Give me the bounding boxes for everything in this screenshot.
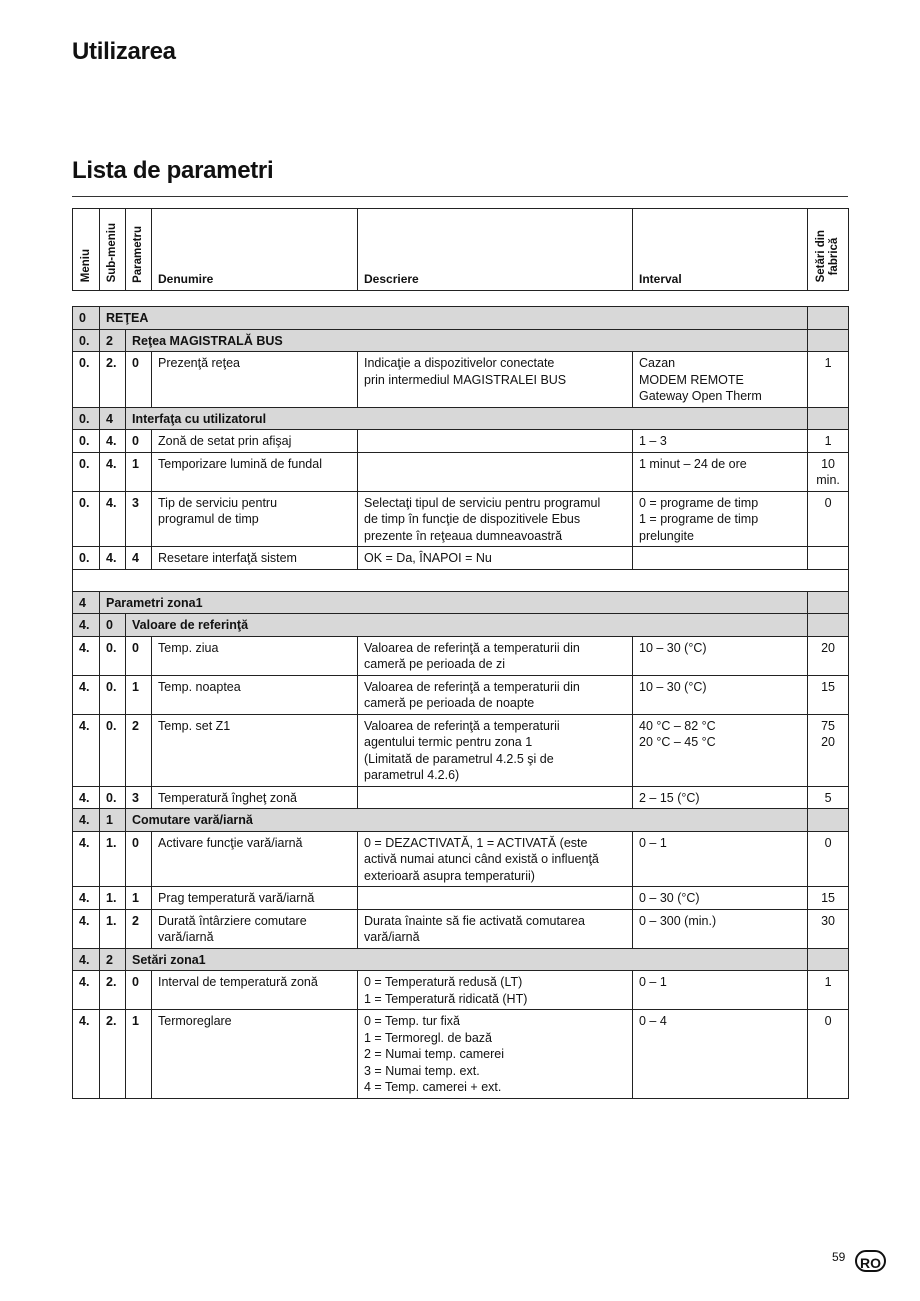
parameter-row: [73, 636, 849, 675]
menu-title: Parametri zona1: [100, 591, 808, 614]
submenu-row: [73, 809, 849, 832]
parameter-name: Temp. set Z1: [152, 714, 358, 786]
menu-number: 0.: [73, 329, 100, 352]
parameter-table: [72, 306, 849, 1099]
parameter-description: 0 = DEZACTIVATĂ, 1 = ACTIVATĂ (este activă numai atunci când există o influenţă exterioară asupra temperaturii): [358, 831, 633, 887]
parameter-row: [73, 452, 849, 491]
header-setari-fabrica: Setări din fabrică: [808, 209, 849, 291]
factory-setting: 15: [808, 675, 849, 714]
parameter-number: 0: [126, 831, 152, 887]
submenu-number: 0.: [100, 675, 126, 714]
submenu-number: 0.: [100, 714, 126, 786]
section-title: Lista de parametri: [72, 157, 274, 184]
menu-number: 0.: [73, 352, 100, 408]
menu-row: [73, 307, 849, 330]
parameter-description: Valoarea de referinţă a temperaturii din cameră pe perioada de zi: [358, 636, 633, 675]
factory-setting: [808, 547, 849, 570]
submenu-row: [73, 407, 849, 430]
parameter-description: Durata înainte să fie activată comutarea vară/iarnă: [358, 909, 633, 948]
menu-number: 4.: [73, 714, 100, 786]
submenu-number: 0: [100, 614, 126, 637]
factory-cell: [808, 407, 849, 430]
header-descriere: Descriere: [358, 209, 633, 291]
parameter-number: 3: [126, 786, 152, 809]
header-denumire: Denumire: [152, 209, 358, 291]
page-title: Utilizarea: [72, 38, 176, 65]
parameter-row: [73, 675, 849, 714]
menu-number: 4.: [73, 971, 100, 1010]
submenu-title: Setări zona1: [126, 948, 808, 971]
parameter-range: 1 minut – 24 de ore: [633, 452, 808, 491]
parameter-name: Durată întârziere comutare vară/iarnă: [152, 909, 358, 948]
submenu-number: 1.: [100, 909, 126, 948]
submenu-row: [73, 948, 849, 971]
menu-number: 4.: [73, 1010, 100, 1099]
submenu-number: 1.: [100, 831, 126, 887]
submenu-number: 2: [100, 329, 126, 352]
menu-number: 4.: [73, 909, 100, 948]
parameter-number: 0: [126, 636, 152, 675]
parameter-description: Indicaţie a dispozitivelor conectate prin intermediul MAGISTRALEI BUS: [358, 352, 633, 408]
parameter-description: 0 = Temperatură redusă (LT) 1 = Temperatură ridicată (HT): [358, 971, 633, 1010]
submenu-number: 2.: [100, 352, 126, 408]
parameter-range: 2 – 15 (°C): [633, 786, 808, 809]
submenu-number: 2: [100, 948, 126, 971]
factory-setting: 0: [808, 491, 849, 547]
factory-setting: 0: [808, 1010, 849, 1099]
parameter-number: 1: [126, 452, 152, 491]
header-parametru: Parametru: [126, 209, 152, 291]
parameter-number: 0: [126, 971, 152, 1010]
factory-setting: 5: [808, 786, 849, 809]
menu-number: 4.: [73, 614, 100, 637]
parameter-range: [633, 547, 808, 570]
parameter-number: 0: [126, 352, 152, 408]
parameter-range: 0 – 1: [633, 971, 808, 1010]
parameter-row: [73, 491, 849, 547]
parameter-row: [73, 971, 849, 1010]
parameter-number: 3: [126, 491, 152, 547]
header-table: [72, 208, 849, 291]
factory-setting: 20: [808, 636, 849, 675]
parameter-range: 40 °C – 82 °C 20 °C – 45 °C: [633, 714, 808, 786]
parameter-description: OK = Da, ÎNAPOI = Nu: [358, 547, 633, 570]
parameter-description: Selectaţi tipul de serviciu pentru programul de timp în funcţie de dispozitivele Ebus prezente în reţeaua dumneavoastră: [358, 491, 633, 547]
parameter-range: 0 – 1: [633, 831, 808, 887]
submenu-number: 4.: [100, 547, 126, 570]
submenu-title: Comutare vară/iarnă: [126, 809, 808, 832]
factory-setting: 1: [808, 352, 849, 408]
menu-number: 4.: [73, 887, 100, 910]
submenu-title: Valoare de referinţă: [126, 614, 808, 637]
parameter-number: 4: [126, 547, 152, 570]
parameter-range: 0 – 4: [633, 1010, 808, 1099]
title-divider: [72, 196, 848, 197]
parameter-name: Interval de temperatură zonă: [152, 971, 358, 1010]
parameter-description: [358, 452, 633, 491]
menu-row: [73, 591, 849, 614]
submenu-number: 4: [100, 407, 126, 430]
parameter-range: Cazan MODEM REMOTE Gateway Open Therm: [633, 352, 808, 408]
parameter-row: [73, 714, 849, 786]
parameter-name: Activare funcţie vară/iarnă: [152, 831, 358, 887]
parameter-description: [358, 786, 633, 809]
parameter-name: Resetare interfaţă sistem: [152, 547, 358, 570]
parameter-row: [73, 786, 849, 809]
parameter-name: Temp. ziua: [152, 636, 358, 675]
parameter-name: Tip de serviciu pentru programul de timp: [152, 491, 358, 547]
submenu-title: Interfaţa cu utilizatorul: [126, 407, 808, 430]
submenu-row: [73, 329, 849, 352]
country-badge: RO: [855, 1250, 886, 1272]
submenu-number: 0.: [100, 636, 126, 675]
menu-number: 0.: [73, 491, 100, 547]
factory-cell: [808, 809, 849, 832]
parameter-name: Prezenţă reţea: [152, 352, 358, 408]
factory-setting: 30: [808, 909, 849, 948]
spacer-cell: [73, 569, 849, 591]
submenu-number: 4.: [100, 491, 126, 547]
factory-cell: [808, 591, 849, 614]
parameter-number: 0: [126, 430, 152, 453]
submenu-number: 0.: [100, 786, 126, 809]
parameter-number: 2: [126, 909, 152, 948]
parameter-row: [73, 909, 849, 948]
factory-cell: [808, 948, 849, 971]
parameter-description: Valoarea de referinţă a temperaturii agentului termic pentru zona 1 (Limitată de parametrul 4.2.5 şi de parametrul 4.2.6): [358, 714, 633, 786]
parameter-name: Zonă de setat prin afişaj: [152, 430, 358, 453]
menu-number: 0.: [73, 452, 100, 491]
menu-number: 4.: [73, 636, 100, 675]
parameter-range: 1 – 3: [633, 430, 808, 453]
submenu-row: [73, 614, 849, 637]
parameter-number: 1: [126, 675, 152, 714]
menu-number: 4.: [73, 809, 100, 832]
factory-cell: [808, 329, 849, 352]
menu-number: 4.: [73, 831, 100, 887]
parameter-name: Temporizare lumină de fundal: [152, 452, 358, 491]
spacer-row: [73, 569, 849, 591]
header-submeniu: Sub-meniu: [100, 209, 126, 291]
menu-number: 0: [73, 307, 100, 330]
parameter-number: 1: [126, 1010, 152, 1099]
parameter-range: 10 – 30 (°C): [633, 636, 808, 675]
factory-setting: 10 min.: [808, 452, 849, 491]
page-number: 59: [832, 1250, 846, 1264]
parameter-description: 0 = Temp. tur fixă 1 = Termoregl. de bază 2 = Numai temp. camerei 3 = Numai temp. ext. 4 = Temp. camerei + ext.: [358, 1010, 633, 1099]
menu-number: 0.: [73, 547, 100, 570]
menu-number: 4: [73, 591, 100, 614]
parameter-name: Prag temperatură vară/iarnă: [152, 887, 358, 910]
parameter-range: 0 – 300 (min.): [633, 909, 808, 948]
submenu-number: 4.: [100, 430, 126, 453]
parameter-range: 10 – 30 (°C): [633, 675, 808, 714]
factory-setting: 15: [808, 887, 849, 910]
parameter-name: Temperatură îngheţ zonă: [152, 786, 358, 809]
menu-number: 0.: [73, 430, 100, 453]
parameter-row: [73, 831, 849, 887]
parameter-range: 0 – 30 (°C): [633, 887, 808, 910]
factory-cell: [808, 614, 849, 637]
factory-setting: 75 20: [808, 714, 849, 786]
parameter-description: [358, 887, 633, 910]
parameter-number: 2: [126, 714, 152, 786]
menu-number: 4.: [73, 786, 100, 809]
parameter-row: [73, 887, 849, 910]
submenu-number: 2.: [100, 1010, 126, 1099]
parameter-row: [73, 352, 849, 408]
menu-title: REŢEA: [100, 307, 808, 330]
submenu-number: 1.: [100, 887, 126, 910]
factory-cell: [808, 307, 849, 330]
factory-setting: 0: [808, 831, 849, 887]
parameter-row: [73, 430, 849, 453]
header-meniu: Meniu: [73, 209, 100, 291]
parameter-name: Temp. noaptea: [152, 675, 358, 714]
submenu-number: 1: [100, 809, 126, 832]
parameter-row: [73, 1010, 849, 1099]
parameter-range: 0 = programe de timp 1 = programe de timp prelungite: [633, 491, 808, 547]
submenu-title: Reţea MAGISTRALĂ BUS: [126, 329, 808, 352]
menu-number: 4.: [73, 675, 100, 714]
parameter-row: [73, 547, 849, 570]
submenu-number: 4.: [100, 452, 126, 491]
parameter-description: [358, 430, 633, 453]
parameter-number: 1: [126, 887, 152, 910]
factory-setting: 1: [808, 430, 849, 453]
factory-setting: 1: [808, 971, 849, 1010]
menu-number: 4.: [73, 948, 100, 971]
parameter-name: Termoreglare: [152, 1010, 358, 1099]
submenu-number: 2.: [100, 971, 126, 1010]
parameter-description: Valoarea de referinţă a temperaturii din cameră pe perioada de noapte: [358, 675, 633, 714]
menu-number: 0.: [73, 407, 100, 430]
header-interval: Interval: [633, 209, 808, 291]
